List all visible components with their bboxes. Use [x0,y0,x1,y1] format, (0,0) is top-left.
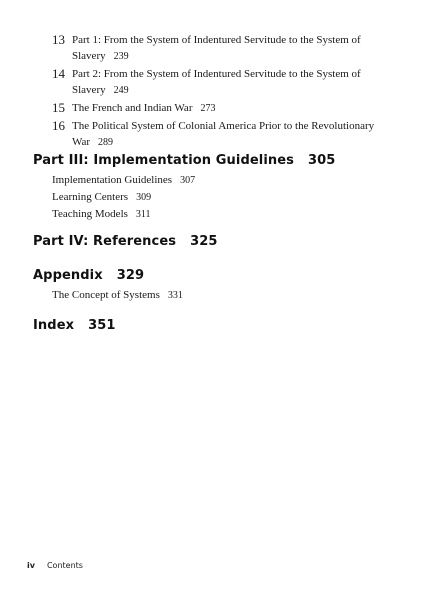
toc-entry-chapter-13 [52,32,382,65]
toc-entry [52,189,372,206]
entry-page: 311 [135,209,151,220]
chapter-page: 289 [98,137,114,148]
entry-page: 331 [167,290,183,301]
toc-entry-chapter-16 [52,118,382,151]
appendix-entries [52,287,372,304]
chapter-title: The French and Indian War [72,102,193,114]
index-page: 351 [88,318,116,333]
index-heading [33,318,116,333]
toc-entry-chapter-14 [52,66,382,99]
footer-section: Contents [46,561,83,570]
chapter-page: 239 [113,51,129,62]
chapter-list [52,32,382,152]
index-title: Index [33,318,75,333]
chapter-number: 13 [52,32,65,47]
part-3-entries [52,172,372,223]
part-title: Part III: Implementation Guidelines [33,153,295,168]
chapter-title: Part 1: From the System of Indentured Servitude to the System of Slavery [72,34,361,62]
appendix-title: Appendix [33,268,103,283]
appendix-page: 329 [116,268,145,283]
part-page: 325 [190,234,218,249]
part-4-heading [33,234,218,249]
footer-page-number: iv [27,561,35,570]
part-3-heading [33,153,335,168]
entry-title: Implementation Guidelines [52,174,173,186]
page-footer [27,561,83,570]
entry-title: Teaching Models [52,208,128,220]
chapter-page: 249 [113,85,129,96]
toc-entry [52,206,372,223]
entry-title: Learning Centers [52,191,129,203]
appendix-heading [33,268,144,283]
chapter-title: Part 2: From the System of Indentured Servitude to the System of Slavery [72,68,361,96]
toc-entry [52,172,372,189]
part-title: Part IV: References [33,234,177,249]
entry-title: The Concept of Systems [52,289,160,301]
entry-page: 309 [136,192,152,203]
part-page: 305 [308,153,336,168]
entry-page: 307 [180,175,196,186]
chapter-title: The Political System of Colonial America Prior to the Revolutionary War [72,120,375,148]
chapter-page: 273 [200,103,216,114]
toc-entry-chapter-15 [52,100,382,117]
chapter-number: 16 [52,118,65,133]
chapter-number: 15 [52,100,65,115]
chapter-number: 14 [52,66,65,81]
toc-entry [52,287,372,304]
